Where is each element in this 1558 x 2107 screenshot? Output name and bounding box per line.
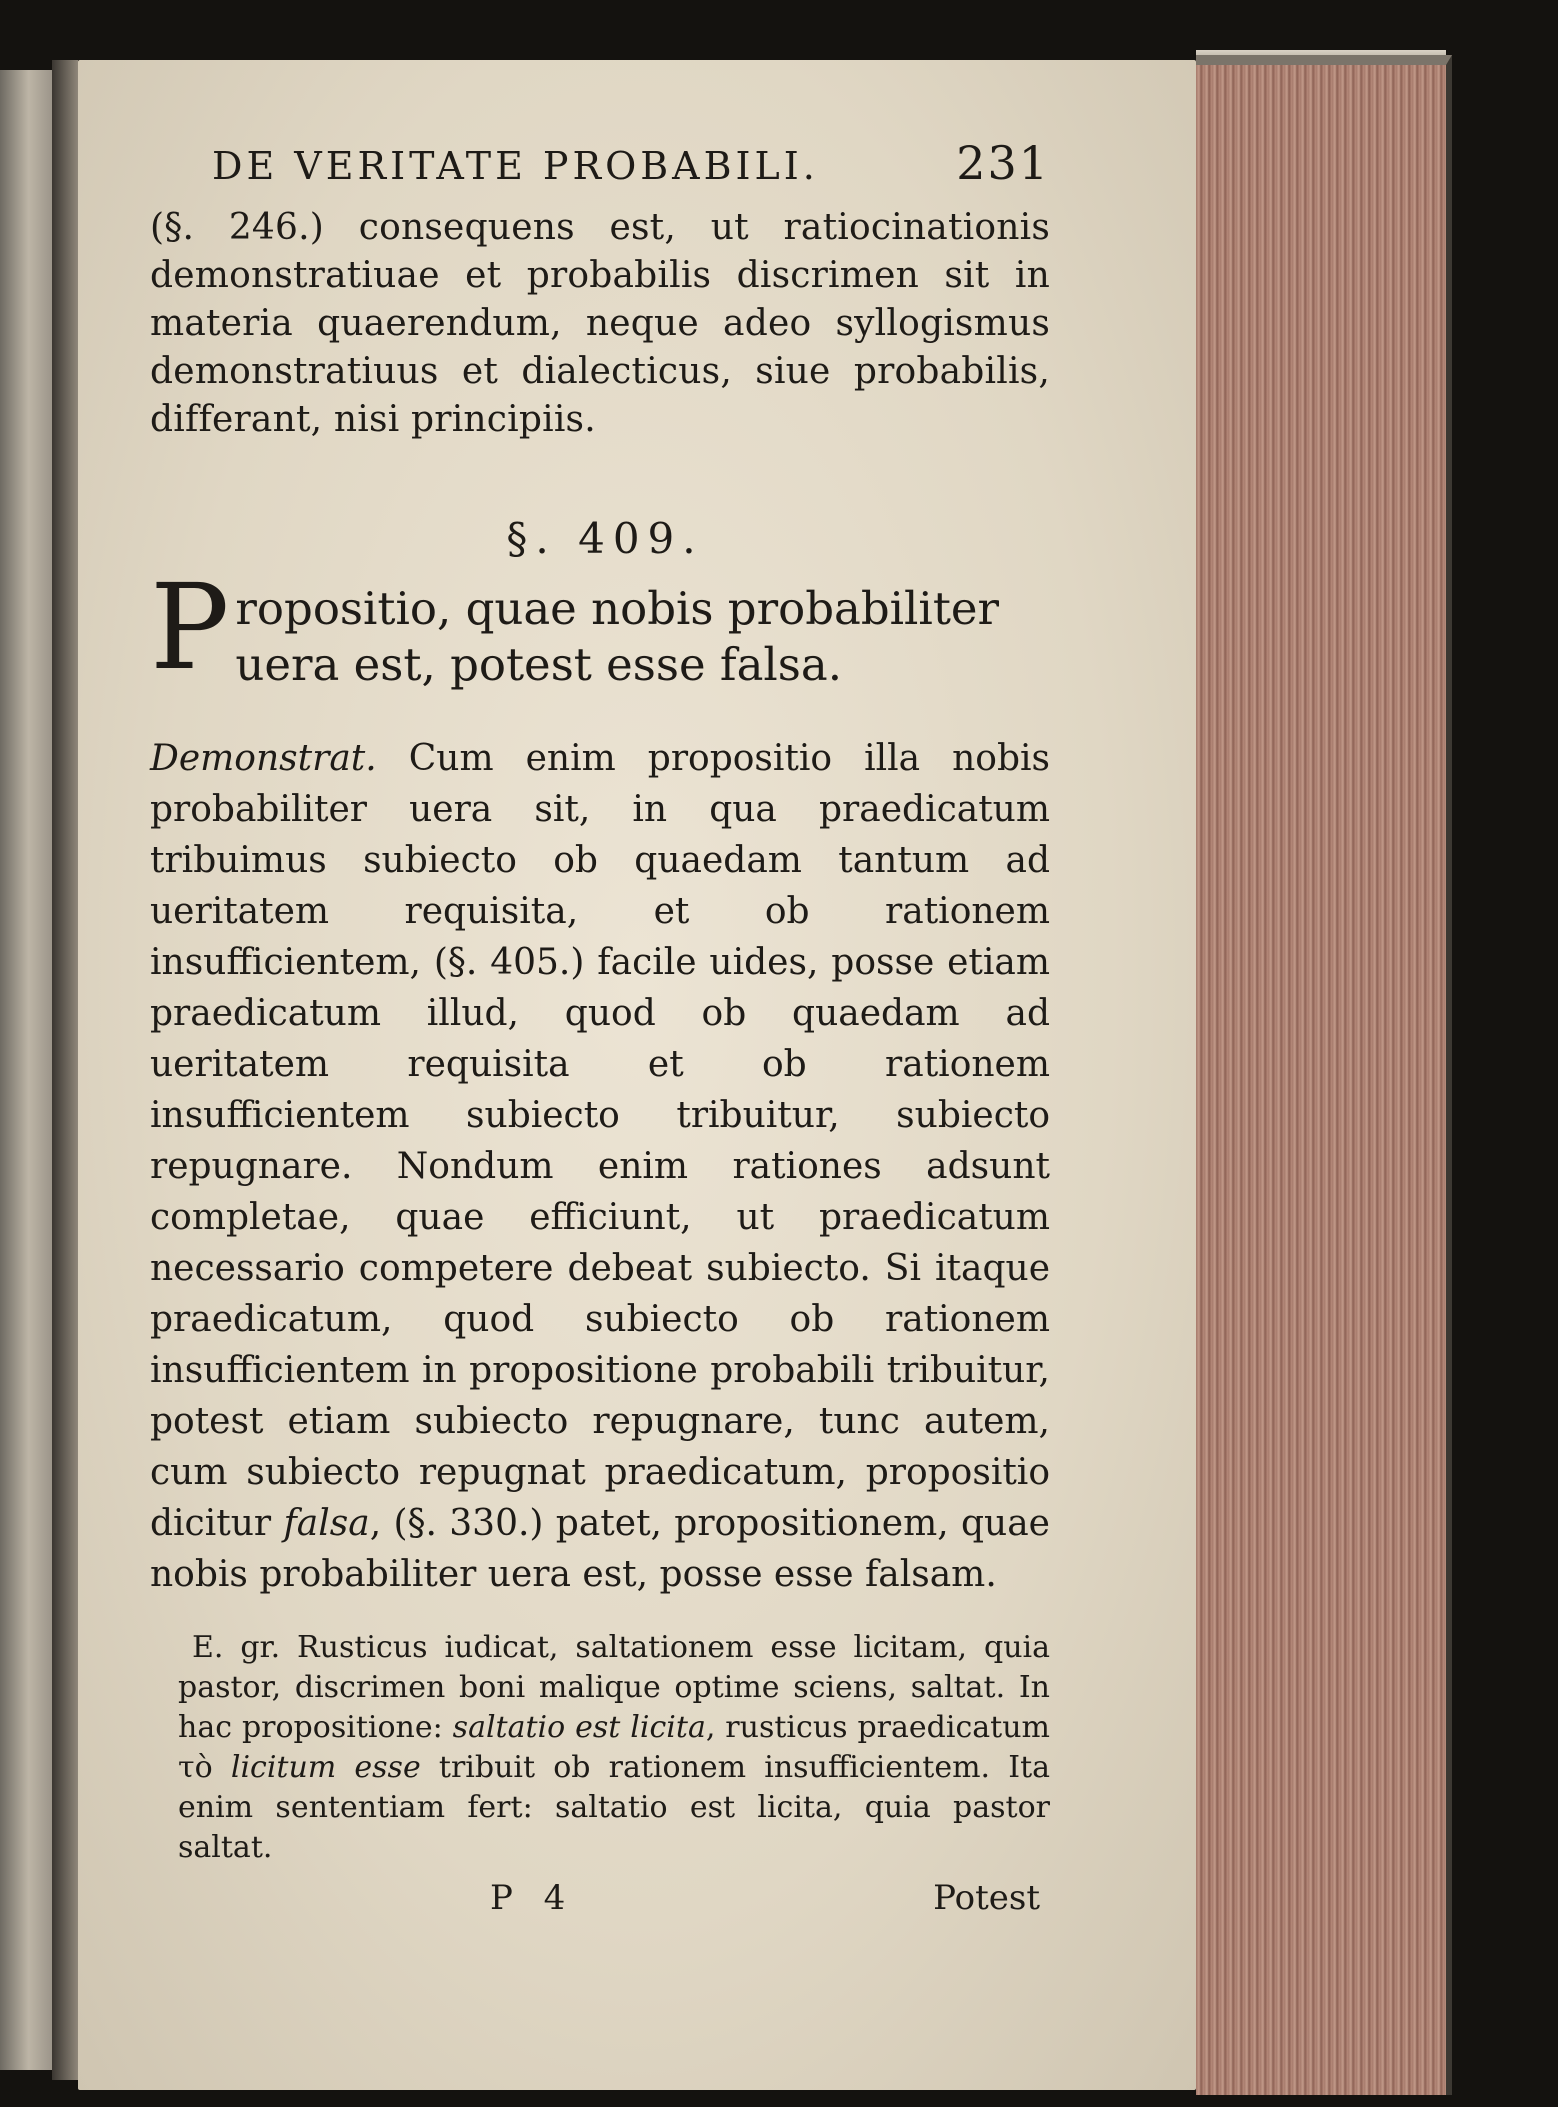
running-header <box>212 136 1050 190</box>
book-gutter <box>52 60 78 2080</box>
catchword: Potest <box>933 1878 1040 1918</box>
proposition-block <box>150 558 1060 696</box>
example-paragraph <box>178 1628 1050 1868</box>
page-number: 231 <box>956 136 1050 190</box>
drop-cap-initial: P <box>150 558 230 696</box>
signature-mark: P 4 <box>490 1878 576 1918</box>
demonstration-text-1: Cum enim propositio illa nobis probabiliter uera sit, in qua praedicatum tribuimus subiecto ob quaedam tantum ad ueritatem requisita, et ob rationem insufficientem, (§. 405.) facile uides, posse etiam praedicatum illud, quod ob quaedam ad ueritatem requisita et ob rationem insufficientem subiecto tribuitur, subiecto repugnare. Nondum enim rationes adsunt completae, quae efficiunt, ut praedicatum necessario competere debeat subiecto. Si itaque praedicatum, quod subiecto ob rationem insufficientem in propositione probabili tribuitur, potest etiam subiecto repugnare, tunc autem, cum subiecto repugnat praedicatum, propositio dicitur <box>150 738 1050 1544</box>
page-footer <box>160 1878 1040 1918</box>
left-page-edge <box>0 70 52 2070</box>
demonstration-italic-word: falsa <box>283 1503 370 1544</box>
example-text-1: E. gr. Rusticus iudicat, saltationem esse licitam, quia pastor, discrimen boni malique optime sciens, saltat. In hac propositione: <box>178 1630 1050 1745</box>
demonstration-label: Demonstrat. <box>150 738 377 779</box>
example-text-2: , rusticus praedicatum τὸ <box>178 1710 1050 1785</box>
section-mark: §. 409. <box>506 514 704 563</box>
demonstration-paragraph <box>150 733 1050 1600</box>
page-block-edges <box>1196 55 1452 2095</box>
example-text-3: tribuit ob rationem insufficientem. Ita enim sententiam fert: saltatio est licita, quia pastor saltat. <box>178 1750 1051 1865</box>
proposition-text: ropositio, quae nobis probabiliter uera est, potest esse falsa. <box>235 582 1000 691</box>
demonstration-text-2: , (§. 330.) patet, propositionem, quae nobis probabiliter uera est, posse esse falsam. <box>150 1503 1050 1595</box>
running-title: DE VERITATE PROBABILI. <box>212 144 819 188</box>
example-italic-2: licitum esse <box>230 1750 421 1785</box>
example-italic-1: saltatio est licita <box>452 1710 706 1745</box>
page-text-area <box>150 136 1060 1918</box>
opening-paragraph: (§. 246.) consequens est, ut ratiocinationis demonstratiuae et probabilis discrimen sit in materia quaerendum, neque adeo syllogismus demonstratiuus et dialecticus, siue probabilis, differant, nisi principiis. <box>150 207 1050 440</box>
